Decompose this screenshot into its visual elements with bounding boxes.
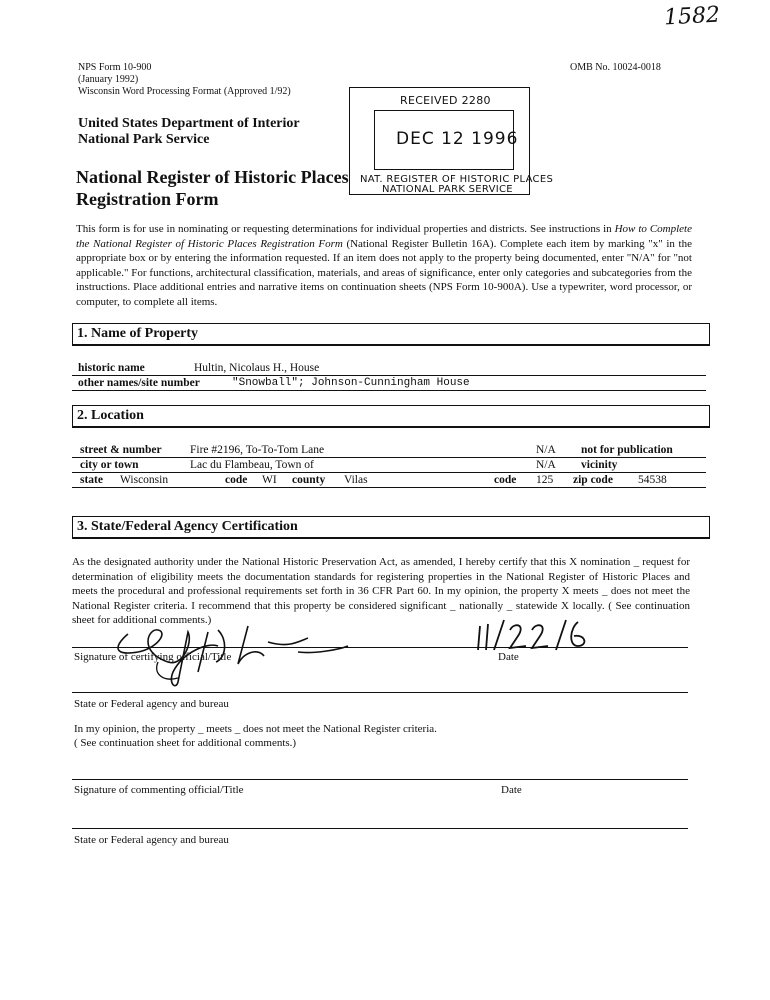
form-title-line2: Registration Form bbox=[76, 189, 219, 209]
county-label: county bbox=[292, 474, 326, 486]
comment-signature-label: Signature of commenting official/Title bbox=[74, 784, 244, 796]
section-2-title: 2. Location bbox=[77, 408, 144, 423]
form-date: (January 1992) bbox=[78, 74, 139, 85]
opinion-line1: In my opinion, the property _ meets _ does not meet the National Register criteria. bbox=[74, 723, 437, 735]
opinion-line2: ( See continuation sheet for additional comments.) bbox=[74, 737, 297, 749]
stamp-line2: NATIONAL PARK SERVICE bbox=[382, 184, 513, 195]
signature-line bbox=[72, 647, 688, 648]
section-3-title: 3. State/Federal Agency Certification bbox=[77, 519, 298, 534]
street-na: N/A bbox=[536, 444, 556, 456]
comment-signature-line bbox=[72, 779, 688, 780]
divider bbox=[72, 487, 706, 488]
instructions-title: How to Complete the National Register of Historic Places Registration Form bbox=[76, 223, 692, 250]
street-value: Fire #2196, To-To-Tom Lane bbox=[190, 444, 325, 456]
vicinity-label: vicinity bbox=[581, 459, 618, 471]
stamp-line1: NAT. REGISTER OF HISTORIC PLACES bbox=[360, 174, 554, 185]
instructions-text: This form is for use in nominating or requesting determinations for individual properties and districts. See instructions in bbox=[76, 223, 612, 235]
handwritten-date-scribble bbox=[474, 616, 604, 656]
county-code-value: 125 bbox=[536, 474, 554, 486]
city-na: N/A bbox=[536, 459, 556, 471]
state-code-label: code bbox=[225, 474, 248, 486]
section-1-header bbox=[72, 323, 710, 346]
agency-label: State or Federal agency and bureau bbox=[74, 698, 229, 710]
certification-text: As the designated authority under the National Historic Preservation Act, as amended, I hereby certify that this X nomination _ request for determination of eligibility meets the documentation standards for registering properties in the National Register of Historic Places and meets the procedural and professional requirements set forth in 36 CFR Part 60. In my opinion, the property X meets _ does not meet the National Register criteria. I recommend that this property be considered significant _ nationally _ statewide X locally. ( See continuation sheet for additional comments.) bbox=[72, 556, 690, 627]
agency-line bbox=[72, 692, 688, 693]
signature-label: Signature of certifying official/Title bbox=[74, 651, 232, 663]
instructions-paragraph bbox=[76, 222, 692, 310]
section-1-title: 1. Name of Property bbox=[77, 326, 199, 341]
county-code-label: code bbox=[494, 474, 517, 486]
form-id: NPS Form 10-900 bbox=[78, 62, 152, 73]
other-names-label: other names/site number bbox=[78, 377, 200, 389]
historic-name-value: Hultin, Nicolaus H., House bbox=[194, 362, 320, 374]
county-value: Vilas bbox=[344, 474, 368, 486]
street-label: street & number bbox=[80, 444, 162, 456]
city-label: city or town bbox=[80, 459, 139, 471]
state-label: state bbox=[80, 474, 103, 486]
city-value: Lac du Flambeau, Town of bbox=[190, 459, 314, 471]
zip-value: 54538 bbox=[638, 474, 667, 486]
agency2-line bbox=[72, 828, 688, 829]
state-value: Wisconsin bbox=[120, 474, 169, 486]
state-code-value: WI bbox=[262, 474, 277, 486]
department-name: United States Department of Interior bbox=[78, 116, 300, 131]
format-note: Wisconsin Word Processing Format (Approved 1/92) bbox=[78, 86, 291, 97]
other-names-value: "Snowball"; Johnson-Cunningham House bbox=[232, 377, 470, 389]
historic-name-label: historic name bbox=[78, 362, 145, 374]
comment-date-label: Date bbox=[501, 784, 522, 796]
instructions-text-rest: (National Register Bulletin 16A). Complete each item by marking "x" in the appropriate box or by entering the information requested. If an item does not apply to the property being documented, enter "N/A" for "not applicable." For functions, architectural classification, materials, and areas of significance, enter only categories and subcategories from the instructions. Place additional entries and narrative items on continuation sheets (NPS Form 10-900A). Use a typewriter, word processor, or computer, to complete all items. bbox=[76, 237, 692, 308]
agency2-label: State or Federal agency and bureau bbox=[74, 834, 229, 846]
service-name: National Park Service bbox=[78, 132, 210, 147]
section-3-header bbox=[72, 516, 710, 539]
divider bbox=[72, 390, 706, 391]
section-2-header bbox=[72, 405, 710, 428]
form-title-line1: National Register of Historic Places bbox=[76, 167, 349, 187]
stamp-date: DEC 12 1996 bbox=[396, 129, 519, 149]
date-label: Date bbox=[498, 651, 519, 663]
not-for-publication-label: not for publication bbox=[581, 444, 673, 456]
zip-label: zip code bbox=[573, 474, 613, 486]
handwritten-number: 1582 bbox=[663, 2, 721, 31]
stamp-received: RECEIVED 2280 bbox=[400, 94, 491, 107]
omb-number: OMB No. 10024-0018 bbox=[570, 62, 661, 73]
